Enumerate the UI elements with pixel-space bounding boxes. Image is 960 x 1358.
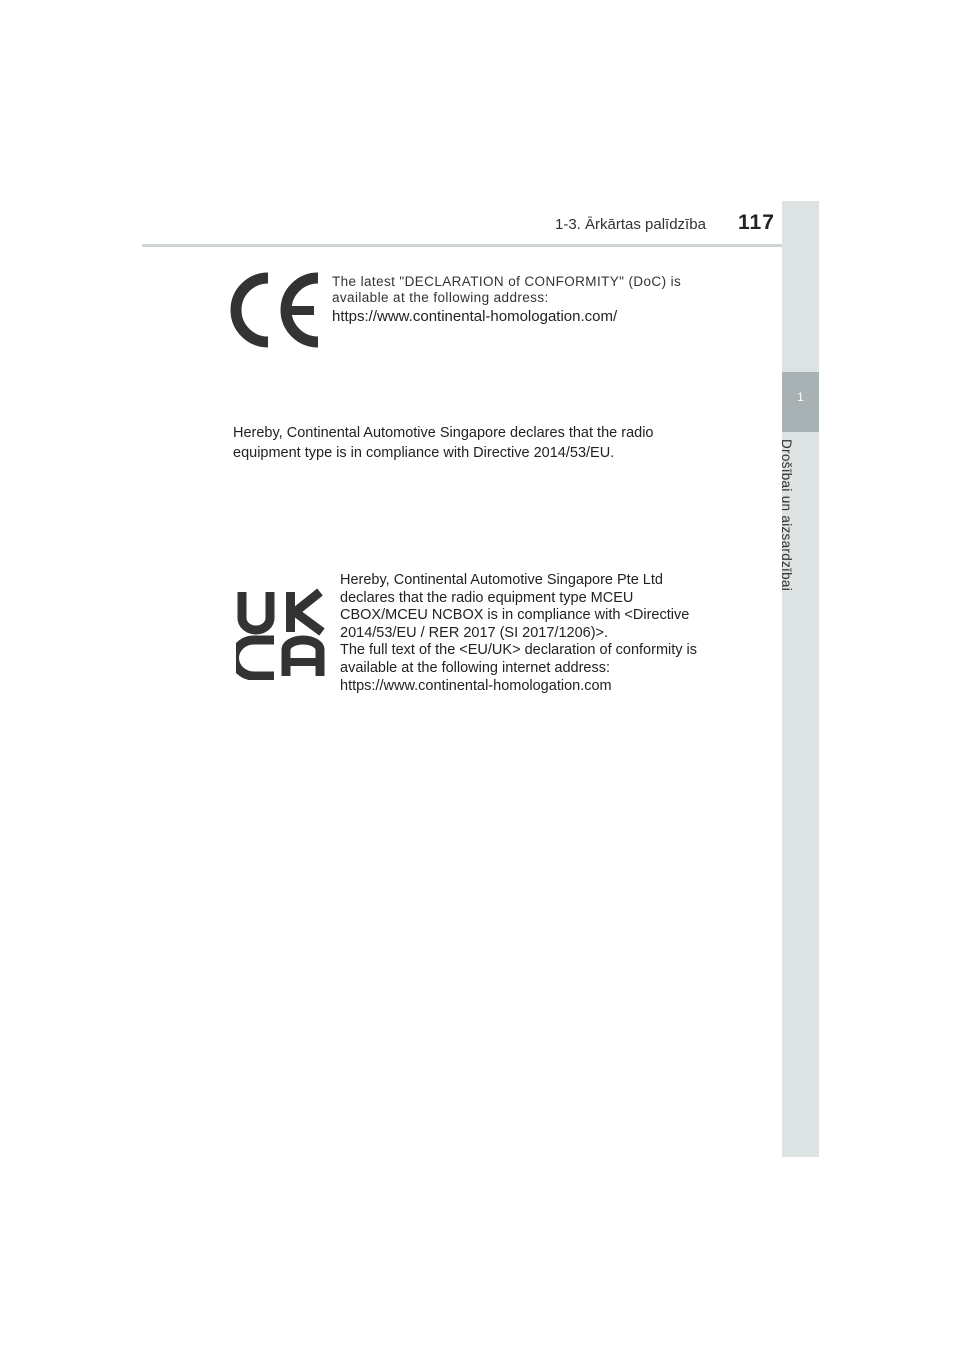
eu-compliance-paragraph: Hereby, Continental Automotive Singapore declares that the radio equipment type is in compliance with Directive 2014/53/EU. <box>233 425 654 461</box>
ce-declaration-url: https://www.continental-homologation.com/ <box>332 308 618 325</box>
ukca-mark-logo <box>236 588 328 680</box>
chapter-number: 1 <box>797 390 804 404</box>
ce-mark-logo <box>230 268 324 352</box>
ce-declaration-line1: The latest "DECLARATION of CONFORMITY" (DoC) is <box>332 274 682 289</box>
page-number: 117 <box>738 211 775 234</box>
header-divider <box>142 244 818 247</box>
uk-url: https://www.continental-homologation.com <box>340 677 612 694</box>
uk-line: 2014/53/EU / RER 2017 (SI 2017/1206)>. <box>340 624 609 641</box>
ce-declaration-line2: available at the following address: <box>332 290 549 305</box>
uk-line: Hereby, Continental Automotive Singapore Pte Ltd <box>340 572 663 588</box>
side-tab <box>782 201 819 1157</box>
uk-line: The full text of the <EU/UK> declaration of conformity is <box>340 642 698 659</box>
uk-line: available at the following internet address: <box>340 659 611 676</box>
uk-line: CBOX/MCEU NCBOX is in compliance with <Directive <box>340 607 690 624</box>
chapter-title: Drošībai un aizsardzībai <box>779 439 794 592</box>
section-title: 1-3. Ārkārtas palīdzība <box>555 216 706 233</box>
uk-compliance-paragraph <box>340 572 730 695</box>
uk-line: declares that the radio equipment type MCEU <box>340 589 634 606</box>
